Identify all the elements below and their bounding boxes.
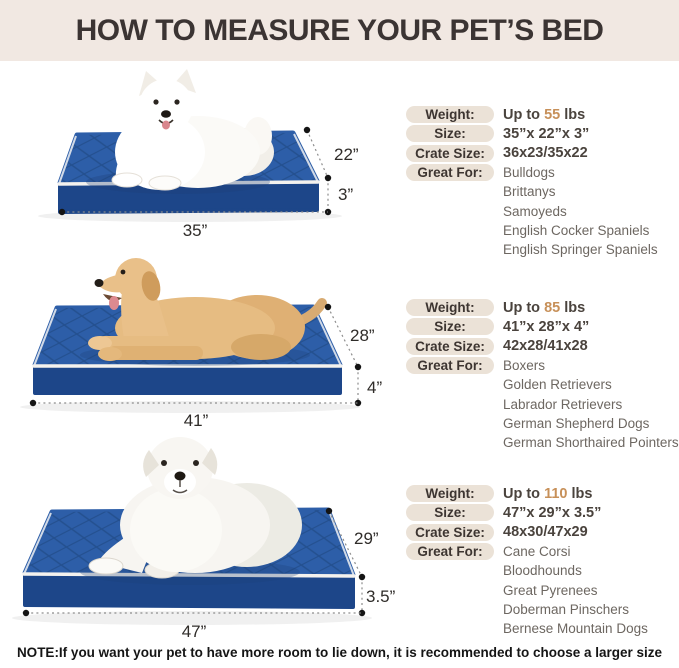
measurement-height: [355, 364, 383, 406]
size-label-pill: Size:: [406, 504, 494, 521]
breed-item: German Shorthaired Pointers: [503, 435, 679, 451]
crate-size-label-pill: Crate Size:: [406, 145, 494, 162]
weight-label-pill: Weight:: [406, 106, 494, 123]
breed-item: English Springer Spaniels: [503, 242, 658, 258]
weight-label-pill: Weight:: [406, 485, 494, 502]
crate-size-value: 48x30/47x29: [503, 524, 588, 541]
breed-item: Golden Retrievers: [503, 377, 612, 393]
size-value: 35”x 22”x 3”: [503, 125, 590, 142]
dog-samoyed: [86, 69, 274, 194]
bed-diagram-small: [10, 66, 400, 244]
breed-item: Brittanys: [503, 184, 556, 200]
breed-item: English Cocker Spaniels: [503, 222, 650, 238]
size-section-medium-graphic: [10, 253, 400, 453]
breed-item: Great Pyrenees: [503, 582, 598, 598]
height-dimension-label: 3.5”: [366, 587, 396, 606]
measurement-height: [359, 574, 396, 616]
breed-item: Bernese Mountain Dogs: [503, 621, 648, 637]
width-dimension-label: 41”: [183, 411, 209, 430]
page-title: HOW TO MEASURE YOUR PET’S BED: [75, 13, 604, 47]
great-for-label-pill: Great For:: [406, 357, 494, 374]
weight-value: Up to 110 lbs: [503, 485, 593, 502]
weight-label-pill: Weight:: [406, 299, 494, 316]
breed-item: Doberman Pinschers: [503, 601, 630, 617]
weight-value: Up to 85 lbs: [503, 299, 586, 316]
size-label-pill: Size:: [406, 318, 494, 335]
depth-dimension-label: 29”: [354, 529, 379, 548]
height-dimension-label: 3”: [338, 185, 354, 204]
size-section-large-graphic: [10, 430, 400, 645]
breed-item: Labrador Retrievers: [503, 396, 623, 412]
depth-dimension-label: 28”: [350, 326, 375, 345]
breed-item: Boxers: [503, 358, 546, 374]
height-dimension-label: 4”: [367, 378, 383, 397]
header-banner: [0, 0, 679, 61]
size-section-small-graphic: [10, 66, 400, 244]
width-dimension-label: 35”: [182, 221, 208, 240]
great-for-label-pill: Great For:: [406, 543, 494, 560]
breed-item: Bloodhounds: [503, 563, 582, 579]
crate-size-label-pill: Crate Size:: [406, 524, 494, 541]
great-for-label-pill: Great For:: [406, 164, 494, 181]
size-label-pill: Size:: [406, 125, 494, 142]
spec-block-large: [406, 484, 674, 638]
breed-item: Samoyeds: [503, 203, 567, 219]
spec-block-medium: [406, 298, 679, 452]
bed-diagram-medium: [10, 253, 400, 453]
size-value: 41”x 28”x 4”: [503, 318, 590, 335]
breed-item: Cane Corsi: [503, 544, 571, 560]
size-advice-note: NOTE:If you want your pet to have more room to lie down, it is recommended to choose a larger size: [16, 645, 663, 660]
depth-dimension-label: 22”: [334, 145, 359, 164]
breed-item: Bulldogs: [503, 165, 555, 181]
crate-size-value: 42x28/41x28: [503, 338, 588, 355]
crate-size-label-pill: Crate Size:: [406, 338, 494, 355]
crate-size-value: 36x23/35x22: [503, 145, 588, 162]
bed-diagram-large: [10, 430, 400, 645]
bed-front: [35, 365, 340, 393]
weight-value: Up to 55 lbs: [503, 106, 586, 123]
measurement-height: [325, 175, 354, 215]
size-value: 47”x 29”x 3.5”: [503, 504, 602, 521]
width-dimension-label: 47”: [181, 622, 207, 641]
spec-block-small: [406, 105, 674, 259]
breed-item: German Shepherd Dogs: [503, 415, 650, 431]
